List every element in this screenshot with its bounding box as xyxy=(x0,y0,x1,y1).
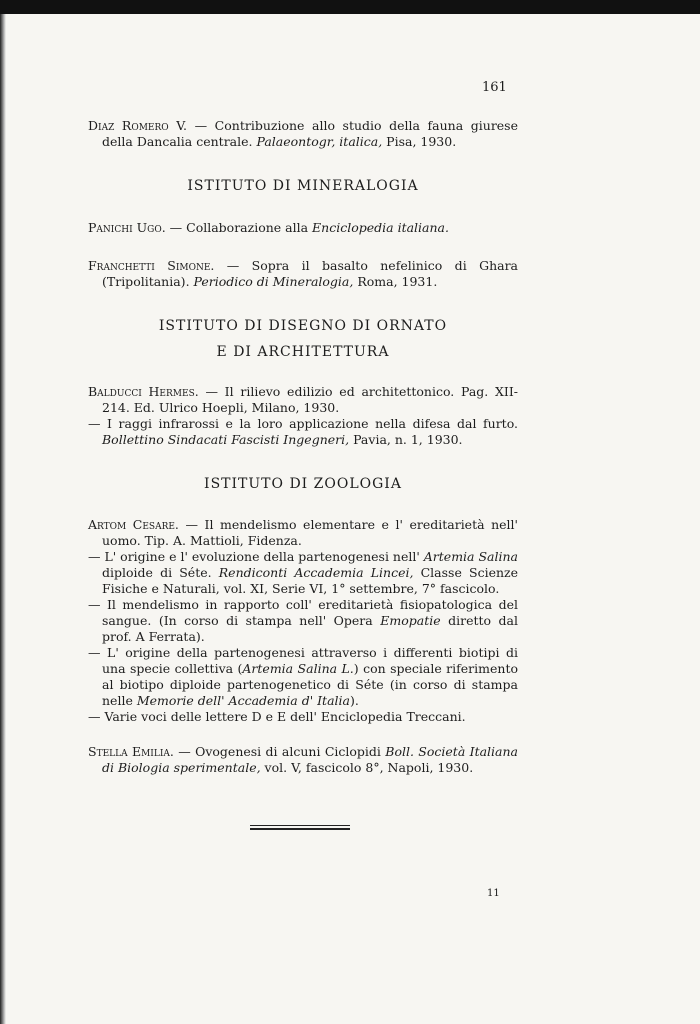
author-name: Diaz Romero V. xyxy=(88,118,188,133)
section-heading-disegno-line1: ISTITUTO DI DISEGNO DI ORNATO xyxy=(158,318,448,334)
section-heading-mineralogia: ISTITUTO DI MINERALOGIA xyxy=(187,178,419,194)
author-name: Artom Cesare. xyxy=(88,517,179,532)
journal-title: Bollettino Sindacati Fascisti Ingegneri, xyxy=(102,432,350,447)
section-heading-disegno-line2: E DI ARCHITETTURA xyxy=(216,344,390,360)
work-title: Emopatie xyxy=(380,613,441,628)
closing-rule-bottom xyxy=(250,828,350,830)
journal-title: Enciclopedia italiana. xyxy=(312,220,449,235)
signature-mark: 11 xyxy=(487,888,500,899)
section-heading-zoologia: ISTITUTO DI ZOOLOGIA xyxy=(204,476,402,492)
entry-franchetti: Franchetti Simone. — Sopra il basalto nefelinico di Ghara (Tripolitania). Periodico di Mineralogia, Roma, 1931. xyxy=(88,258,518,289)
entry-balducci: Balducci Hermes. — Il rilievo edilizio ed architettonico. Pag. XII-214. Ed. Ulrico Hoepli, Milano, 1930. — I raggi infrarossi e la loro applicazione nella difesa dal furto. Bollettino Sindacati Fascisti Ingegneri, Pavia, n. 1, 1930. xyxy=(88,384,518,447)
author-name: Panichi Ugo. xyxy=(88,220,166,235)
species-name: Artemia Salina xyxy=(423,549,518,564)
author-name: Stella Emilia. xyxy=(88,744,174,759)
journal-title: Periodico di Mineralogia, xyxy=(193,274,354,289)
journal-title: Palaeontogr, italica, xyxy=(256,134,383,149)
closing-rule-top xyxy=(250,825,350,826)
journal-title: Boll. Società Italiana di Biologia sperimentale, xyxy=(102,744,518,775)
author-name: Franchetti Simone. xyxy=(88,258,215,273)
entry-diaz-romero: Diaz Romero V. — Contribuzione allo studio della fauna giurese della Dancalia centrale. Palaeontogr, italica, Pisa, 1930. xyxy=(88,118,518,149)
author-name: Balducci Hermes. xyxy=(88,384,199,399)
scan-top-edge xyxy=(0,0,700,14)
entry-stella: Stella Emilia. — Ovogenesi di alcuni Ciclopidi Boll. Società Italiana di Biologia sperimentale, vol. V, fascicolo 8°, Napoli, 1930. xyxy=(88,744,518,775)
entry-artom: Artom Cesare. — Il mendelismo elementare e l' ereditarietà nell' uomo. Tip. A. Mattioli, Fidenza. — L' origine e l' evoluzione della partenogenesi nell' Artemia Salina diploide di Séte. Rendiconti Accademia Lincei, Classe Scienze Fisiche e Naturali, vol. XI, Serie VI, 1° settembre, 7° fascicolo. — Il mendelismo in rapporto coll' ereditarietà fisiopatologica del sangue. (In corso di stampa nell' Opera Emopatie diretto dal prof. A Ferrata). — L' origine della partenogenesi attraverso i differenti biotipi di una specie collettiva (Artemia Salina L.) con speciale riferimento al biotipo diploide partenogenetico di Séte (in corso di stampa nelle Memorie dell' Accademia d' Italia). — Varie voci delle lettere D e E dell' Enciclopedia Treccani. xyxy=(88,517,519,724)
journal-title: Memorie dell' Accademia d' Italia xyxy=(136,693,350,708)
entry-panichi: Panichi Ugo. — Collaborazione alla Enciclopedia italiana. xyxy=(88,220,449,235)
scan-left-edge xyxy=(0,14,6,1024)
page-number: 161 xyxy=(482,80,507,95)
journal-title: Rendiconti Accademia Lincei, xyxy=(218,565,414,580)
species-name: Artemia Salina L. xyxy=(242,661,354,676)
